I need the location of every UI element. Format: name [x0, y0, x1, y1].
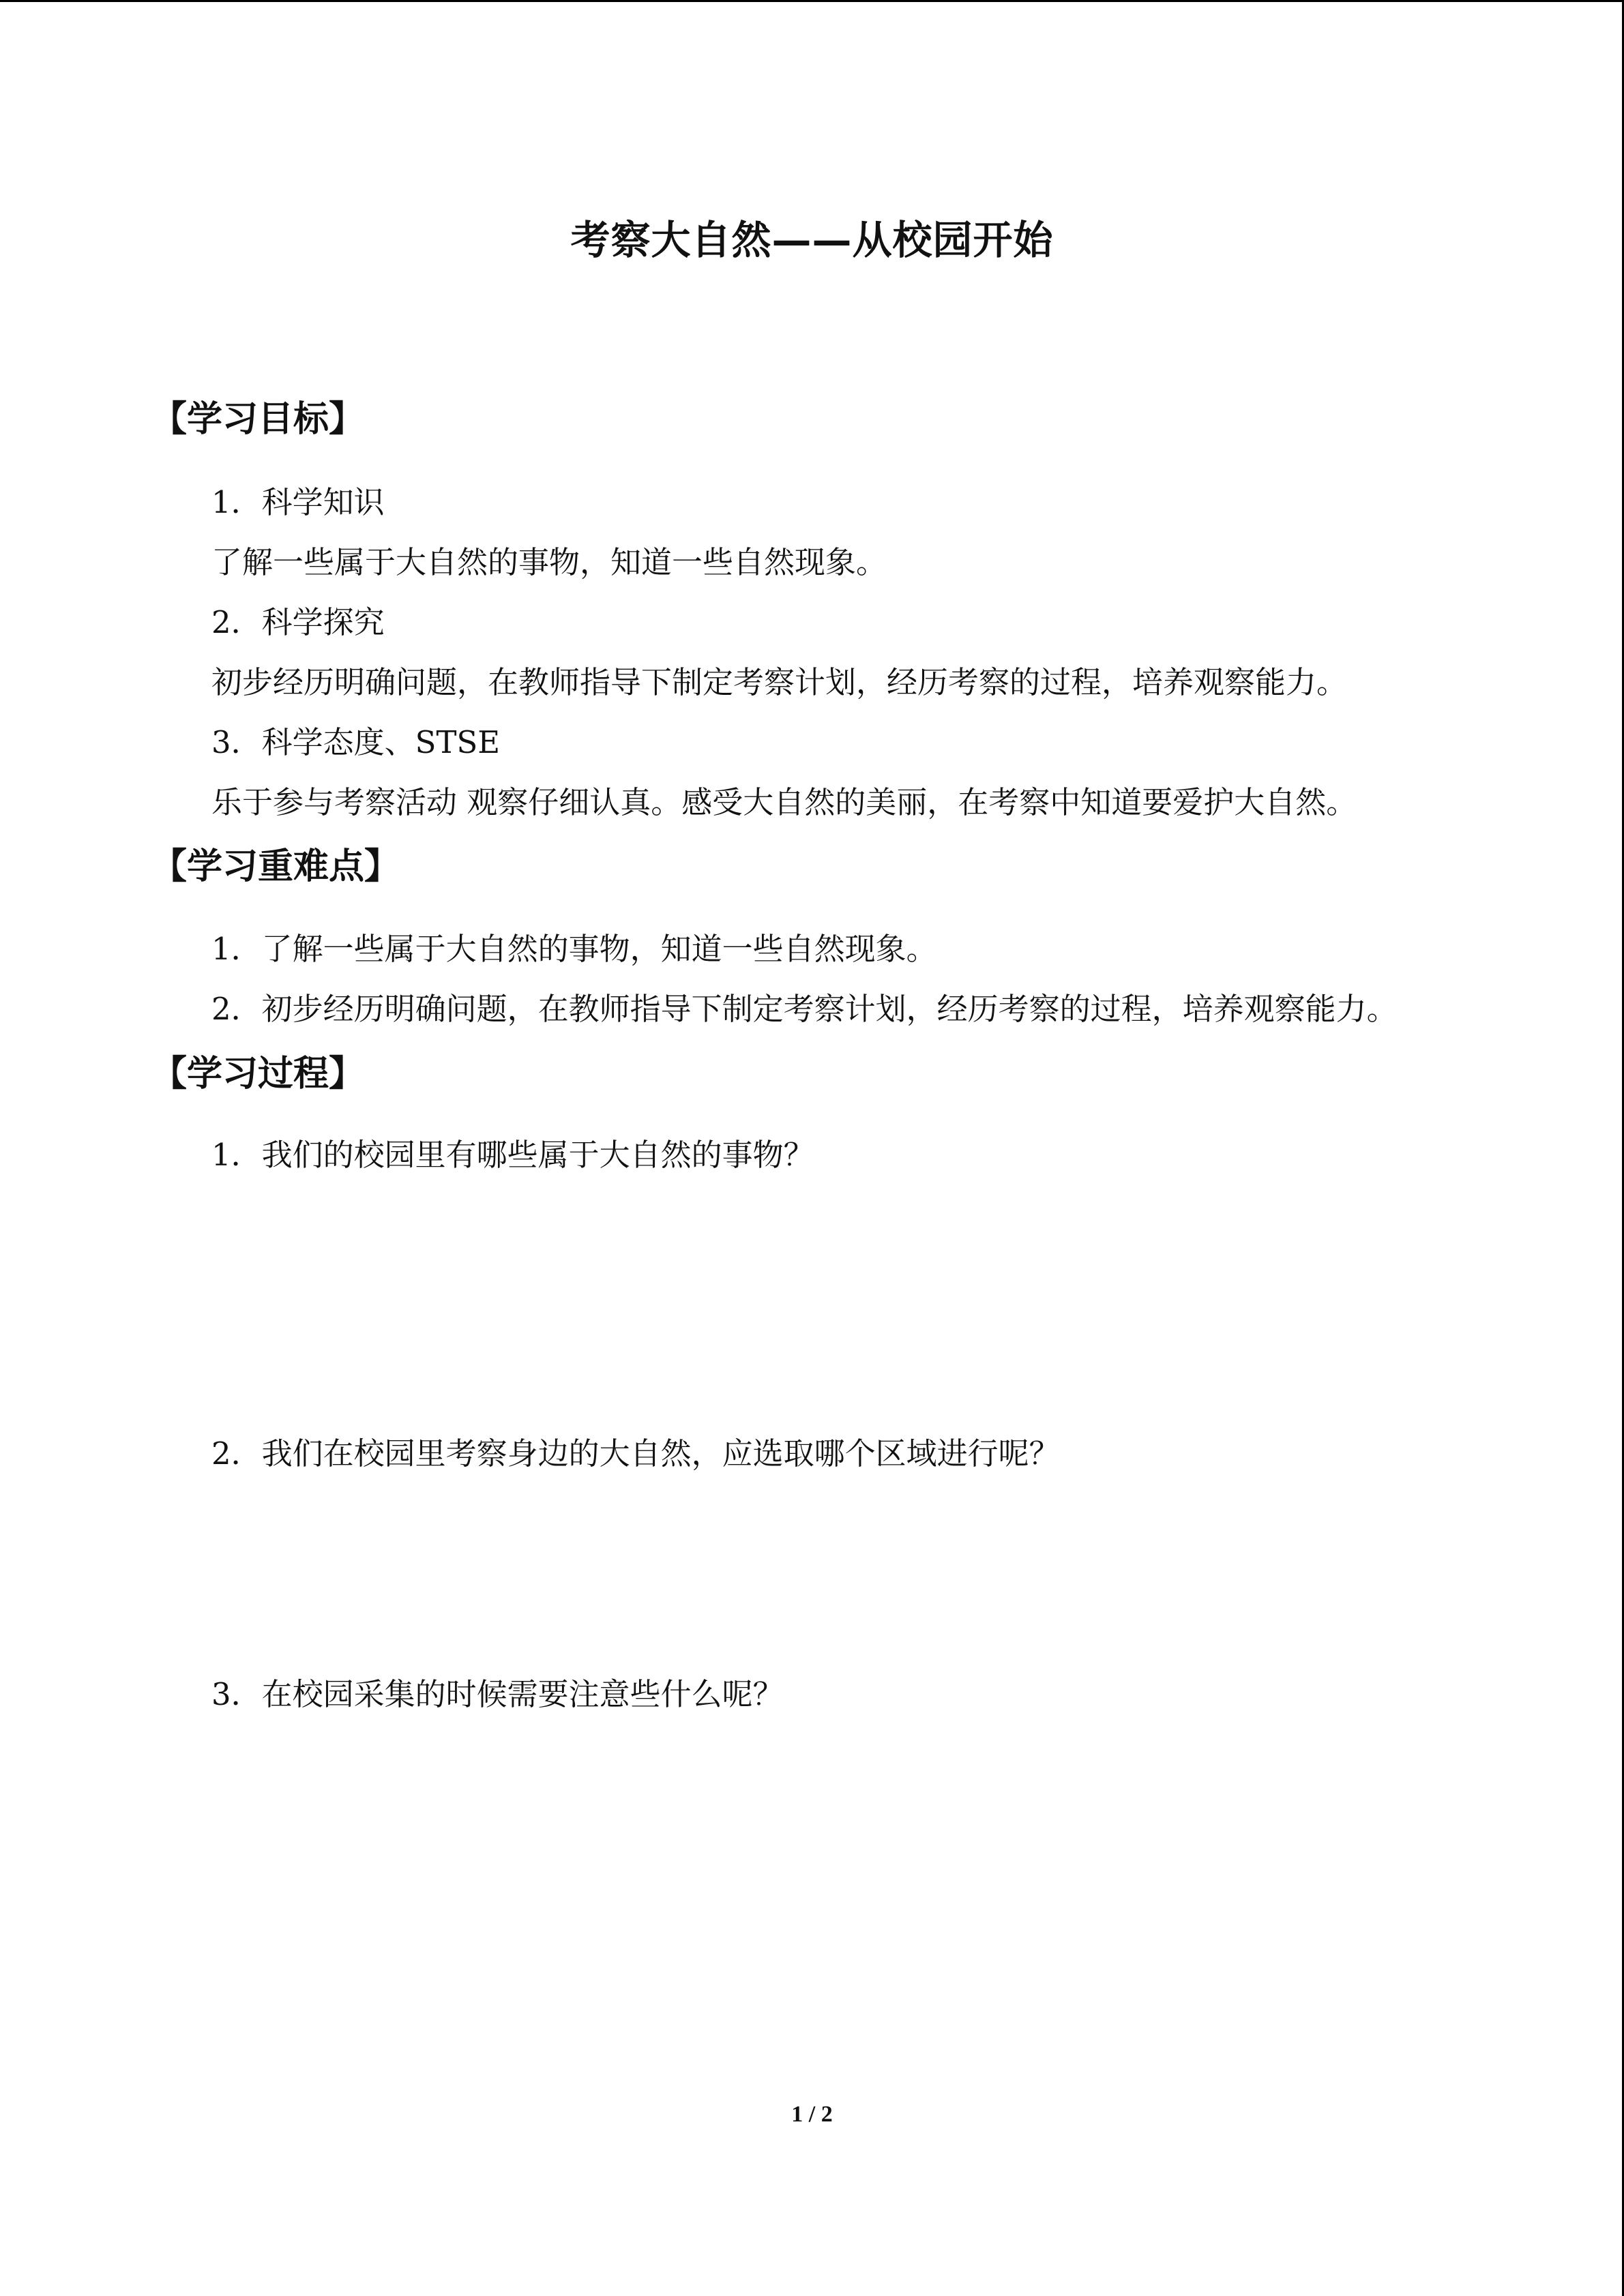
goal-line-4: 初步经历明确问题，在教师指导下制定考察计划，经历考察的过程，培养观察能力。	[211, 664, 1348, 700]
key-point-line-1: 1．了解一些属于大自然的事物，知道一些自然现象。	[211, 931, 937, 967]
process-question-2: 2．我们在校园里考察身边的大自然，应选取哪个区域进行呢？	[211, 1435, 1060, 1472]
goal-line-1: 1．科学知识	[211, 484, 385, 520]
goal-line-5: 3．科学态度、STSE	[211, 724, 501, 760]
document-title: 考察大自然——从校园开始	[570, 217, 1054, 263]
key-point-line-2: 2．初步经历明确问题，在教师指导下制定考察计划，经历考察的过程，培养观察能力。	[211, 991, 1398, 1027]
page-number: 1 / 2	[791, 2102, 833, 2127]
section-heading-process: 【学习过程】	[151, 1054, 365, 1094]
section-heading-key-points: 【学习重难点】	[151, 846, 400, 887]
process-question-1: 1．我们的校园里有哪些属于大自然的事物？	[211, 1137, 814, 1173]
goal-line-3: 2．科学探究	[211, 604, 385, 640]
goal-line-2: 了解一些属于大自然的事物，知道一些自然现象。	[211, 544, 887, 580]
goal-line-6: 乐于参与考察活动 观察仔细认真。感受大自然的美丽，在考察中知道要爱护大自然。	[211, 784, 1357, 820]
process-question-3: 3．在校园采集的时候需要注意些什么呢？	[211, 1676, 784, 1712]
section-heading-goals: 【学习目标】	[151, 399, 365, 440]
